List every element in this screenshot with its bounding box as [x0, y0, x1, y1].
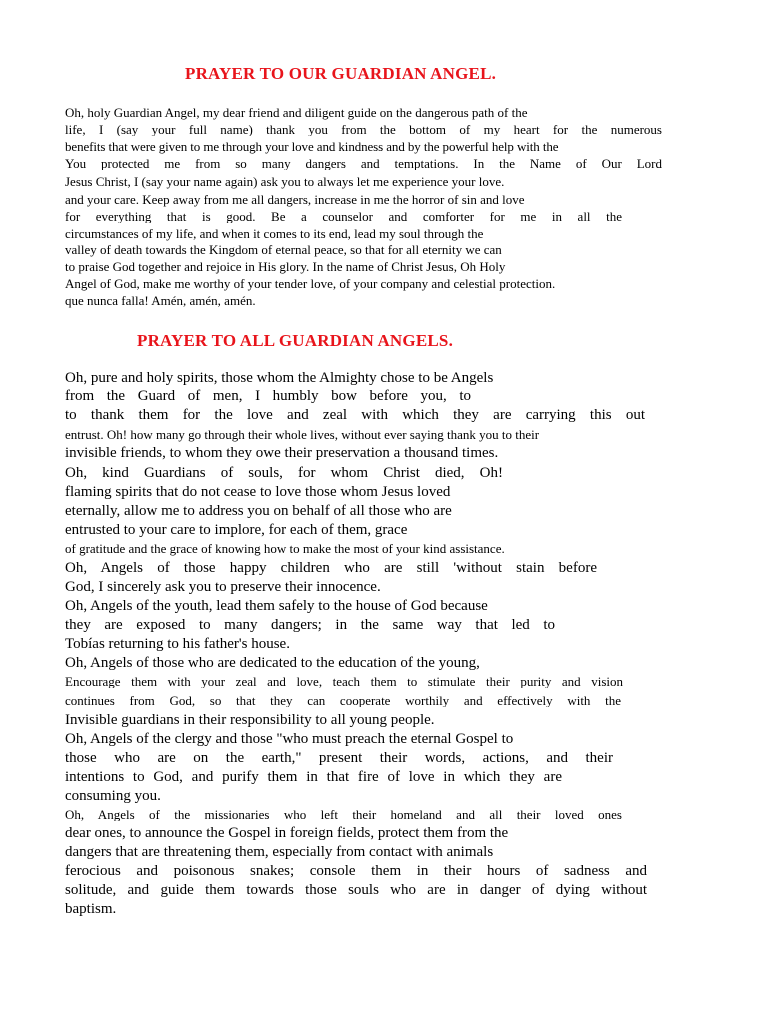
prayer2-line: Invisible guardians in their responsibility to all young people.	[65, 712, 435, 728]
prayer2-line: Tobías returning to his father's house.	[65, 636, 290, 652]
prayer2-line: invisible friends, to whom they owe their preservation a thousand times.	[65, 445, 499, 461]
prayer2-line: continues from God, so that they can cooperate worthily and effectively with the	[65, 694, 621, 707]
prayer2-line: Encourage them with your zeal and love, teach them to stimulate their purity and vision	[65, 675, 623, 688]
prayer2-line: of gratitude and the grace of knowing how to make the most of your kind assistance.	[65, 541, 505, 556]
prayer1-line: life, I (say your full name) thank you from the bottom of my heart for the numerous	[65, 123, 662, 136]
prayer1-line: and your care. Keep away from me all dangers, increase in me the horror of sin and love	[65, 192, 525, 207]
prayer1-line: Angel of God, make me worthy of your tender love, of your company and celestial protection.	[65, 276, 556, 291]
prayer2-line: Oh, Angels of those who are dedicated to the education of the young,	[65, 655, 480, 671]
prayer1-line: to praise God together and rejoice in His glory. In the name of Christ Jesus, Oh Holy	[65, 259, 506, 274]
prayer2-line: entrusted to your care to implore, for each of them, grace	[65, 522, 408, 538]
prayer2-line: Oh, Angels of those happy children who are still 'without stain before	[65, 561, 597, 576]
prayer2-line: consuming you.	[65, 788, 161, 804]
prayer2-line: baptism.	[65, 901, 117, 917]
prayer1-line: benefits that were given to me through your love and kindness and by the powerful help with the	[65, 139, 559, 154]
prayer1-line: Jesus Christ, I (say your name again) ask you to always let me experience your love.	[65, 174, 505, 189]
prayer2-line: God, I sincerely ask you to preserve their innocence.	[65, 579, 381, 595]
prayer2-line: ferocious and poisonous snakes; console them in their hours of sadness and	[65, 864, 647, 879]
prayer1-line: que nunca falla! Amén, amén, amén.	[65, 293, 256, 308]
prayer1-line: You protected me from so many dangers and temptations. In the Name of Our Lord	[65, 157, 662, 170]
prayer2-line: to thank them for the love and zeal with which they are carrying this out	[65, 408, 645, 423]
prayer2-line: dear ones, to announce the Gospel in foreign fields, protect them from the	[65, 825, 509, 841]
prayer2-line: eternally, allow me to address you on behalf of all those who are	[65, 503, 452, 519]
prayer2-line: Oh, pure and holy spirits, those whom the Almighty chose to be Angels	[65, 370, 494, 386]
prayer2-line: they are exposed to many dangers; in the same way that led to	[65, 618, 555, 633]
prayer2-line: those who are on the earth," present their words, actions, and their	[65, 751, 613, 766]
prayer2-line: Oh, Angels of the clergy and those "who must preach the eternal Gospel to	[65, 731, 514, 747]
prayer1-line: for everything that is good. Be a counselor and comforter for me in all the	[65, 210, 622, 223]
prayer2-line: solitude, and guide them towards those souls who are in danger of dying without	[65, 883, 647, 898]
prayer2-title: PRAYER TO ALL GUARDIAN ANGELS.	[137, 331, 454, 350]
prayer1-line: circumstances of my life, and when it comes to its end, lead my soul through the	[65, 226, 484, 241]
prayer1-line: valley of death towards the Kingdom of eternal peace, so that for all eternity we can	[65, 242, 502, 257]
prayer1-title: PRAYER TO OUR GUARDIAN ANGEL.	[185, 64, 497, 83]
prayer2-line: Oh, Angels of the missionaries who left their homeland and all their loved ones	[65, 808, 622, 821]
prayer2-line: entrust. Oh! how many go through their whole lives, without ever saying thank you to their	[65, 427, 540, 442]
prayer2-line: Oh, Angels of the youth, lead them safely to the house of God because	[65, 598, 488, 614]
prayer2-line: from the Guard of men, I humbly bow before you, to	[65, 389, 471, 404]
prayer2-line: Oh, kind Guardians of souls, for whom Christ died, Oh!	[65, 466, 503, 481]
prayer2-line: flaming spirits that do not cease to love those whom Jesus loved	[65, 484, 451, 500]
prayer2-line: intentions to God, and purify them in that fire of love in which they are	[65, 770, 562, 785]
prayer2-line: dangers that are threatening them, especially from contact with animals	[65, 844, 494, 860]
prayer1-line: Oh, holy Guardian Angel, my dear friend and diligent guide on the dangerous path of the	[65, 105, 528, 120]
